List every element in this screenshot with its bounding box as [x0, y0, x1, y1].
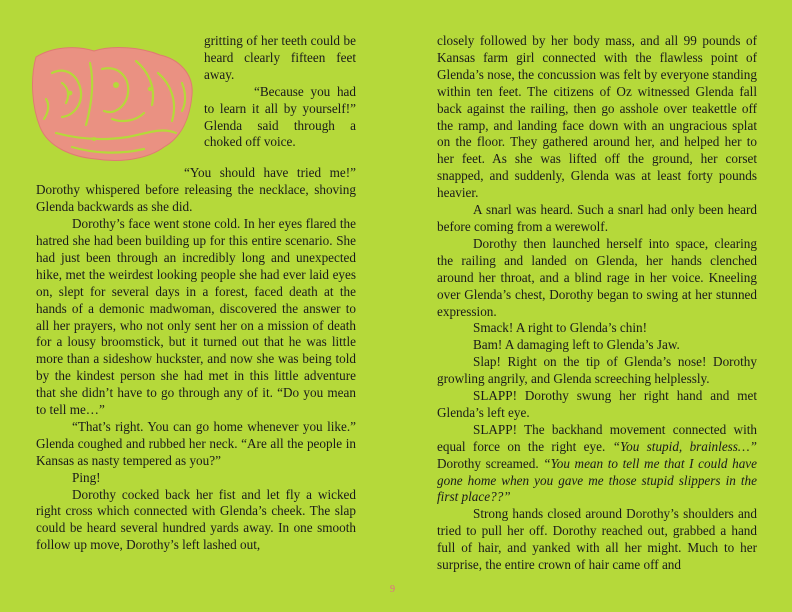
paragraph: SLAPP! Dorothy swung her right hand and met Glenda’s left eye. — [437, 388, 757, 420]
paragraph: Dorothy’s face went stone cold. In her eyes flared the hatred she had been building up for this entire scenario. She had just been through an incredibly long and unexpected hike, met the weirdest looking people she had ever laid eyes on, slept for several days in a forest, faced death at the hands of a demonic madwoman, discovered the answer to all her prayers, who not only sent her on a mission of death for a lousy broomstick, but it turned out that he was little more than a sideshow huckster, and now she was being told by the kindest person she had met in this little adventure that she didn’t have to go through any of it. “Do you mean to tell me…” — [36, 216, 356, 418]
italic-run: “You mean to tell me that I could have gone home when you gave me those stupid slippers in the first place??” — [437, 455, 757, 505]
pink-ink-illustration — [32, 43, 198, 165]
illustration-figures — [32, 43, 198, 165]
text-run: SLAPP! The backhand movement connected with equal force on the right eye. — [437, 421, 757, 454]
left-column — [36, 33, 356, 554]
right-column — [437, 33, 757, 574]
paragraph: A snarl was heard. Such a snarl had only been heard before coming from a werewolf. — [437, 202, 757, 234]
paragraph: Slap! Right on the tip of Glenda’s nose! Dorothy growling angrily, and Glenda screeching helplessly. — [437, 354, 757, 387]
paragraph: Smack! A right to Glenda’s chin! — [473, 320, 647, 336]
italic-run: “You stupid, brainless…” — [612, 438, 757, 454]
paragraph: “Because you had to learn it all by yourself!” Glenda said through a choked off voice. — [204, 83, 356, 150]
paragraph: Dorothy then launched herself into space, clearing the railing and landed on Glenda, her hands clenched around her throat, and a blind rage in her voice. Kneeling over Glenda’s chest, Dorothy began to swing at her stunned expression. — [437, 235, 757, 319]
paragraph: gritting of her teeth could be heard clearly fifteen feet away. — [204, 33, 356, 82]
text-run: Dorothy screamed. — [437, 455, 544, 471]
paragraph: “You should have tried me!” Dorothy whispered before releasing the necklace, shoving Glenda backwards as she did. — [36, 165, 356, 215]
paragraph: Bam! A damaging left to Glenda’s Jaw. — [473, 337, 680, 353]
page-number: 9 — [390, 584, 395, 595]
paragraph: Strong hands closed around Dorothy’s shoulders and tried to pull her off. Dorothy reached out, grabbed a hand full of hair, and yanked with all her might. Much to her surprise, the entire crown of hair came off and — [437, 506, 757, 573]
paragraph: Ping! — [72, 469, 101, 485]
paragraph: closely followed by her body mass, and all 99 pounds of Kansas farm girl connected with the flawless point of Glenda’s nose, the concussion was felt by everyone standing within ten feet. The citizens of Oz witnessed Glenda fall back against the railing, then go asshole over teakettle off the ramp, and landing face down with an ungracious splat on the floor. They gathered around her, and helped her to her feet. As she was lifted off the ground, her corset snapped, and suddenly, Glenda was at least forty pounds heavier. — [437, 33, 757, 201]
paragraph: Dorothy cocked back her fist and let fly a wicked right cross which connected with Glenda’s cheek. The slap could be heard several hundred yards away. In one smooth follow up move, Dorothy’s left lashed out, — [36, 486, 356, 553]
paragraph-mixed — [437, 422, 757, 507]
paragraph: “That’s right. You can go home whenever you like.” Glenda coughed and rubbed her neck. “Are all the people in Kansas as nasty tempered as you?” — [36, 418, 356, 468]
